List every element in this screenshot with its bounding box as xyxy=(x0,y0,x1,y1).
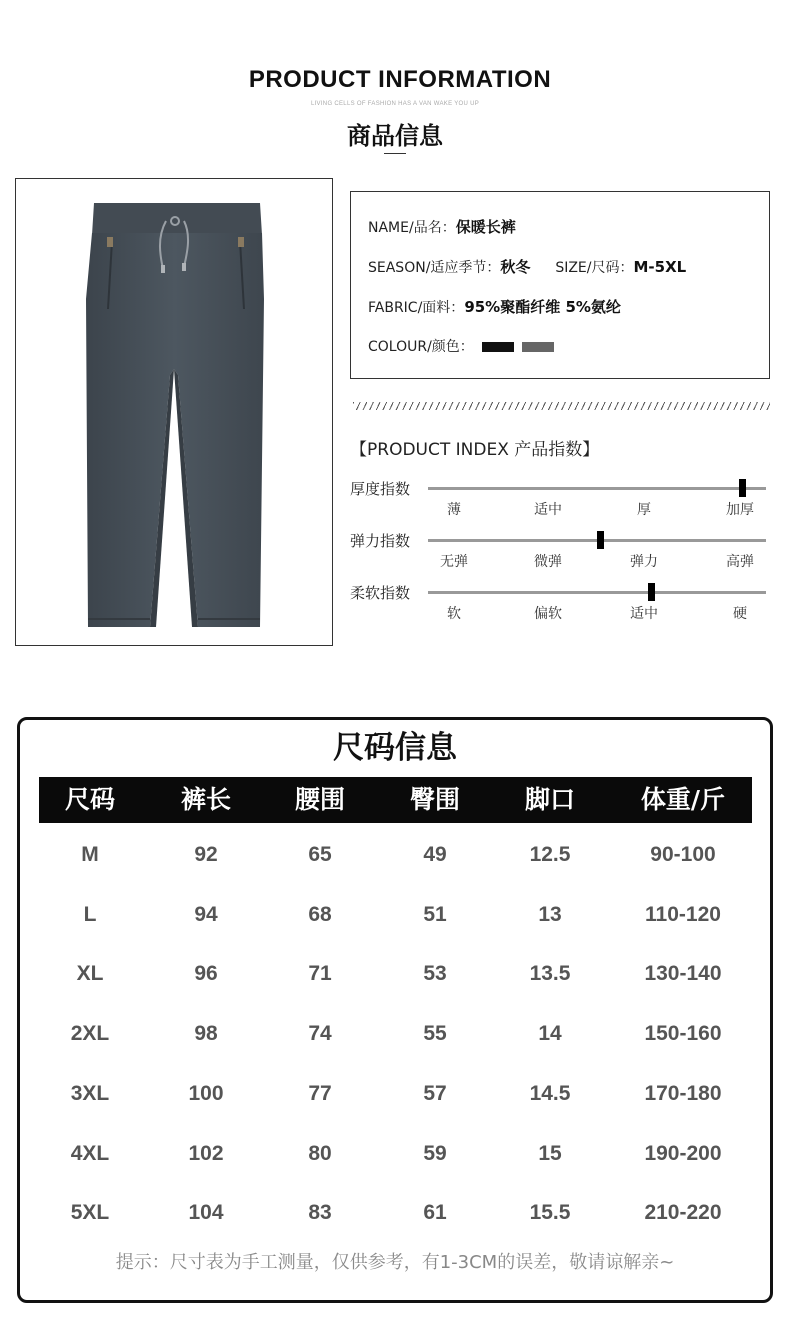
table-cell: 150-160 xyxy=(644,1022,722,1046)
table-cell: 3XL xyxy=(70,1081,110,1105)
name-value: 保暖长裤 xyxy=(455,218,516,236)
table-cell: 55 xyxy=(423,1022,447,1046)
title-divider xyxy=(384,153,406,154)
name-label: NAME/品名： xyxy=(368,220,456,236)
table-cell: 104 xyxy=(188,1201,224,1225)
table-cell: 170-180 xyxy=(644,1081,722,1105)
index-option: 弹力 xyxy=(630,554,658,570)
season-value: 秋冬 xyxy=(500,258,531,276)
table-cell: 98 xyxy=(194,1022,218,1046)
table-cell: 130-140 xyxy=(644,962,722,986)
column-header: 腰围 xyxy=(294,785,345,814)
table-cell: 57 xyxy=(423,1081,447,1105)
index-option: 适中 xyxy=(630,606,658,622)
table-cell: 190-200 xyxy=(644,1141,722,1165)
table-cell: 102 xyxy=(188,1141,224,1165)
index-option: 软 xyxy=(447,606,461,622)
colour-swatch xyxy=(522,342,554,352)
product-index-title: 【PRODUCT INDEX 产品指数】 xyxy=(350,440,600,460)
table-cell: 14 xyxy=(538,1022,562,1046)
index-label: 柔软指数 xyxy=(350,584,411,602)
column-header: 裤长 xyxy=(180,785,231,814)
table-cell: 14.5 xyxy=(529,1081,571,1105)
colour-swatch xyxy=(482,342,514,352)
tagline: LIVING CELLS OF FASHION HAS A VAN WAKE YOU UP xyxy=(310,101,480,107)
table-cell: 13.5 xyxy=(529,962,571,986)
index-option: 无弹 xyxy=(440,554,468,570)
index-track xyxy=(428,591,766,594)
column-header: 体重/斤 xyxy=(640,785,726,814)
index-marker xyxy=(597,531,604,549)
table-cell: 100 xyxy=(188,1081,224,1105)
fabric-value: 95%聚酯纤维 5%氨纶 xyxy=(464,298,621,316)
table-cell: XL xyxy=(76,962,104,986)
index-label: 厚度指数 xyxy=(350,480,411,498)
table-cell: 94 xyxy=(194,902,218,926)
table-cell: 59 xyxy=(423,1141,447,1165)
table-cell: M xyxy=(81,843,99,866)
table-cell: 13 xyxy=(538,902,562,926)
table-cell: 80 xyxy=(308,1141,332,1165)
table-cell: L xyxy=(83,902,97,926)
column-header: 臀围 xyxy=(409,785,460,814)
column-header: 尺码 xyxy=(64,785,115,814)
table-cell: 77 xyxy=(308,1081,332,1105)
pants-photo xyxy=(16,179,332,645)
size-note: 提示：尺寸表为手工测量，仅供参考，有1-3CM的误差，敬请谅解亲~ xyxy=(115,1252,675,1273)
index-marker xyxy=(648,583,655,601)
table-cell: 5XL xyxy=(70,1201,110,1225)
info-fabric-row xyxy=(368,296,621,317)
info-name-row xyxy=(368,216,516,237)
index-option: 高弹 xyxy=(726,554,754,570)
table-cell: 4XL xyxy=(70,1141,110,1165)
hatched-divider xyxy=(353,402,770,410)
table-cell: 15.5 xyxy=(529,1201,571,1225)
table-cell: 49 xyxy=(423,843,447,866)
info-season-row xyxy=(368,256,686,277)
colour-label: COLOUR/颜色： xyxy=(368,339,474,355)
product-photo-frame xyxy=(15,178,333,646)
table-cell: 68 xyxy=(308,902,332,926)
table-cell: 12.5 xyxy=(529,843,571,866)
season-label: SEASON/适应季节： xyxy=(368,260,501,276)
index-option: 微弹 xyxy=(534,554,562,570)
table-cell: 74 xyxy=(308,1022,332,1046)
size-table-header xyxy=(39,777,752,823)
page-title-cn: 商品信息 xyxy=(347,122,443,150)
table-cell: 2XL xyxy=(70,1022,110,1046)
size-label: SIZE/尺码： xyxy=(555,260,634,276)
size-table-title: 尺码信息 xyxy=(333,730,457,766)
table-cell: 61 xyxy=(423,1201,447,1225)
table-cell: 15 xyxy=(538,1141,562,1165)
index-option: 偏软 xyxy=(534,606,562,622)
index-option: 厚 xyxy=(637,502,651,518)
table-cell: 71 xyxy=(308,962,332,986)
table-cell: 51 xyxy=(423,902,447,926)
index-label: 弹力指数 xyxy=(350,532,411,550)
table-cell: 96 xyxy=(194,962,218,986)
size-value: M-5XL xyxy=(633,258,687,276)
fabric-label: FABRIC/面料： xyxy=(368,300,465,316)
column-header: 脚口 xyxy=(524,785,575,814)
table-cell: 65 xyxy=(308,843,332,866)
index-marker xyxy=(739,479,746,497)
colour-swatches xyxy=(474,339,554,355)
product-info-box xyxy=(350,191,770,379)
table-cell: 90-100 xyxy=(650,843,716,866)
table-cell: 83 xyxy=(308,1201,332,1225)
index-option: 加厚 xyxy=(726,502,754,518)
index-option: 适中 xyxy=(534,502,562,518)
table-cell: 53 xyxy=(423,962,447,986)
index-option: 薄 xyxy=(447,502,461,518)
info-colour-row xyxy=(368,336,554,356)
index-track xyxy=(428,487,766,490)
table-cell: 92 xyxy=(194,843,218,866)
page-title-en: PRODUCT INFORMATION xyxy=(248,66,552,93)
table-cell: 110-120 xyxy=(645,902,721,926)
table-cell: 210-220 xyxy=(644,1201,722,1225)
index-option: 硬 xyxy=(733,606,747,622)
